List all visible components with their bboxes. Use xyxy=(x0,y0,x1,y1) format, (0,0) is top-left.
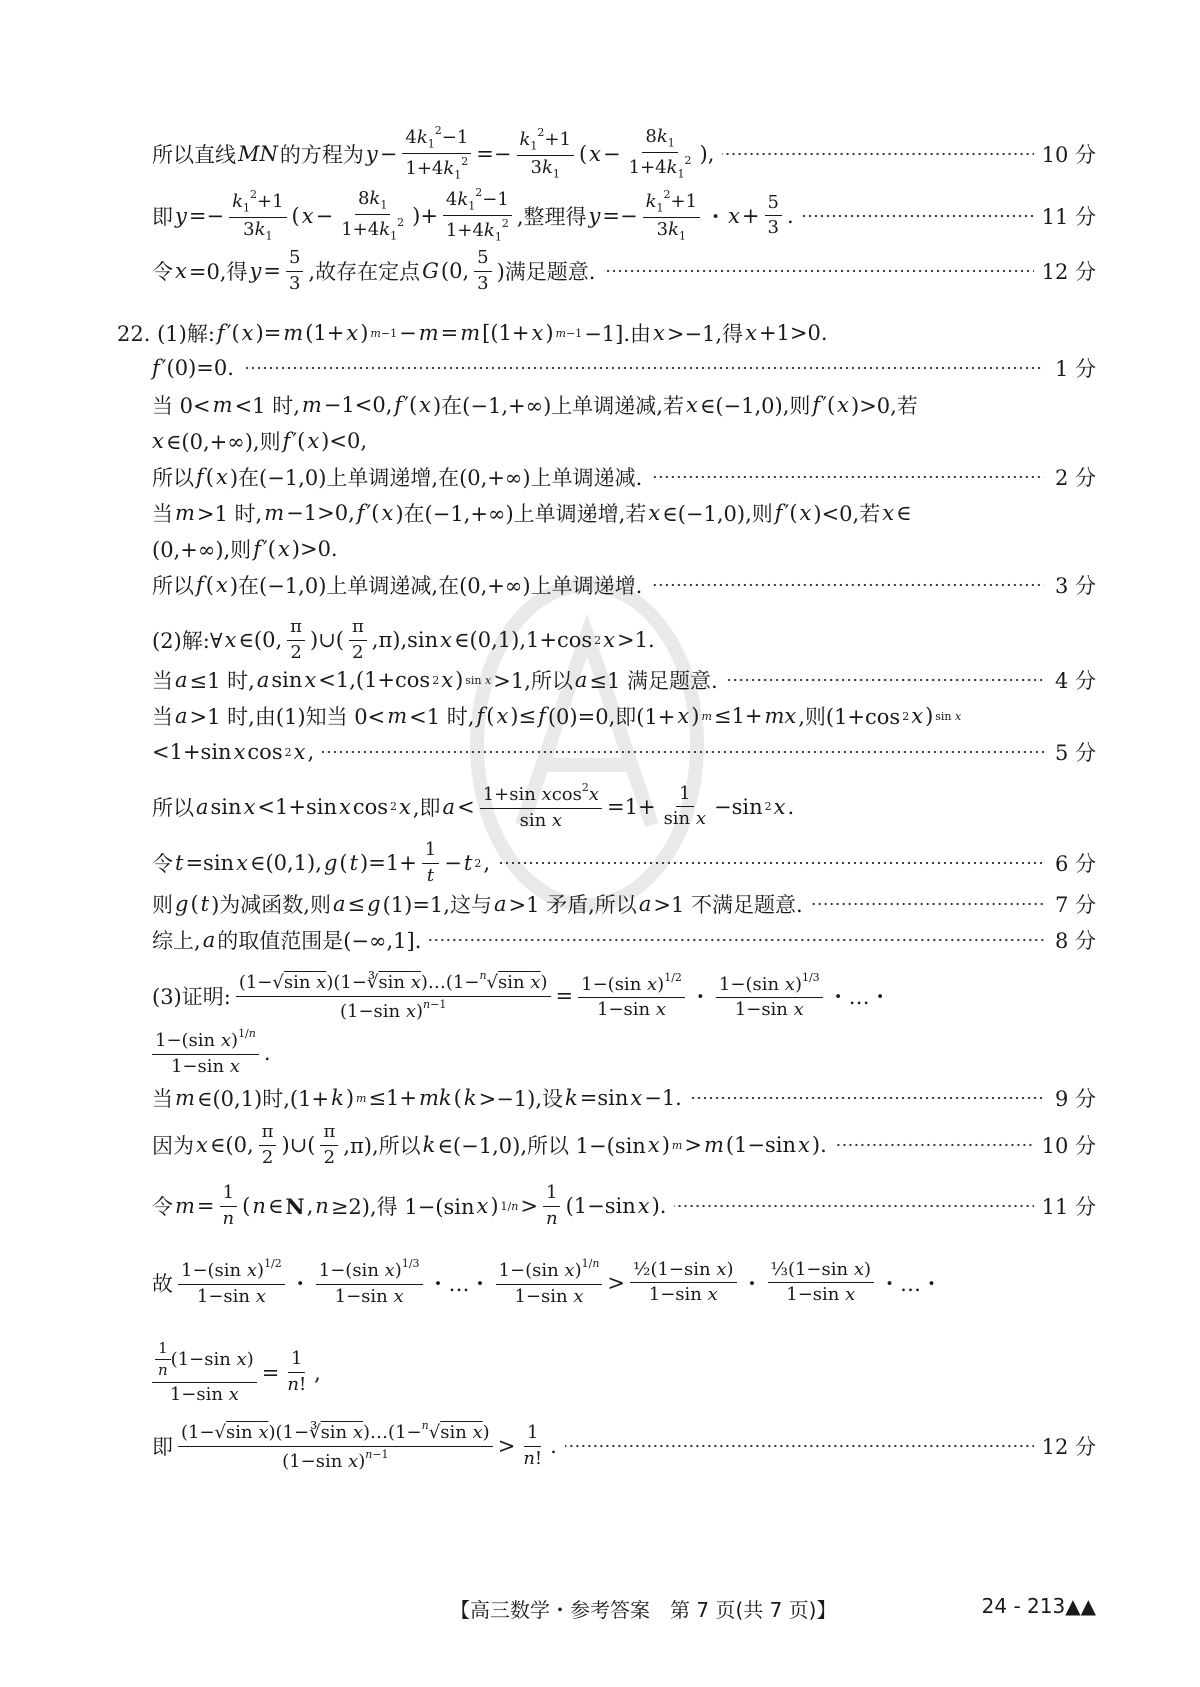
footer-title: 【高三数学・参考答案 第 7 页(共 7 页)】 xyxy=(450,1598,837,1622)
leader-dots xyxy=(726,677,1044,683)
leader-dots xyxy=(674,1203,1033,1209)
solution-line xyxy=(152,534,1096,564)
leader-dots xyxy=(835,1142,1034,1148)
solution-line xyxy=(152,462,1096,492)
solution-line xyxy=(152,1028,1096,1077)
math-expression: 综上, a 的取值范围是(−∞,1]. xyxy=(152,928,422,953)
solution-line xyxy=(152,782,1096,831)
leader-dots xyxy=(565,1443,1034,1449)
math-expression: (3)证明: $\frac{(1-√\sin x)(1-∛\sin x)\dots(1-^n√\sin x)}{(1-\sin x)^{n-1}}$ = $\frac{1-(\sin x)^{1/2}}{\text{1−sin x}}$ ・ $\frac{1-(\sin x)^{1/3}}{\text{1−sin x}}$ ・…・ xyxy=(152,969,891,1022)
score-label: 6 分 xyxy=(1054,852,1096,877)
score-label: 12 分 xyxy=(1041,1435,1096,1460)
solution-line xyxy=(152,390,1096,420)
leader-dots xyxy=(722,151,1033,157)
leader-dots xyxy=(811,901,1044,907)
score-label: 8 分 xyxy=(1054,929,1096,953)
solution-line xyxy=(152,665,1096,695)
leader-dots xyxy=(650,582,1044,588)
solution-line xyxy=(152,617,1096,663)
solution-line xyxy=(152,1083,1096,1113)
math-expression: $\frac{1}{n}$ (1−sin x) 1−sin x = $\frac{1}{n!}$ , xyxy=(152,1340,321,1405)
score-label: 1 分 xyxy=(1054,357,1096,381)
math-expression: $\frac{1-(\sin x)^{1/n}}{\text{1−sin x}}$ . xyxy=(152,1028,271,1077)
math-expression: x ∈(0,+∞),则 f ′( x )<0, xyxy=(152,429,367,454)
solution-line xyxy=(152,1122,1096,1168)
solution-line xyxy=(152,889,1096,919)
score-label: 4 分 xyxy=(1054,669,1096,693)
score-label: 9 分 xyxy=(1054,1087,1096,1111)
math-expression: 令 m = $\frac{1}{n}$ ( n ∈ N , n ≥2),得 1−(sin x ) 1/n > $\frac{1}{n}$ (1−sin x ). xyxy=(152,1182,667,1229)
math-expression: (0,+∞),则 f ′( x )>0. xyxy=(152,537,338,562)
math-expression: 当 m ∈(0,1)时,(1+ k ) m ≤1+ mk ( k >−1),设 k =sin x −1. xyxy=(152,1086,682,1111)
math-expression: 所以直线 MN 的方程为 y − $\frac{4k_1^2-1}{1+4k_1^2}$ =− $\frac{k_1^2+1}{3k_1}$ ( x − $\frac{8k_1}{1+4k_1^2}$ ), xyxy=(152,124,715,182)
footer-code: 24 - 213▲▲ xyxy=(981,1594,1096,1618)
math-expression: 令 t =sin x ∈(0,1), g ( t )=1+ $\frac{1}{t}$ − t 2 , xyxy=(152,839,490,886)
score-label: 12 分 xyxy=(1041,260,1096,285)
score-label: 10 分 xyxy=(1041,142,1096,167)
solution-line xyxy=(152,1420,1096,1472)
leader-dots xyxy=(603,268,1033,274)
math-expression: 令 x =0,得 y = $\frac{5}{3}$ ,故存在定点 G (0, $\frac{5}{3}$ )满足题意. xyxy=(152,247,596,294)
solution-line xyxy=(152,187,1096,244)
solution-line xyxy=(152,353,1096,383)
score-label: 2 分 xyxy=(1054,466,1096,490)
solution-line xyxy=(152,1340,1096,1405)
solution-line xyxy=(117,318,1096,348)
solution-line xyxy=(152,248,1096,294)
leader-dots xyxy=(429,937,1044,943)
math-expression: 故 $\frac{1-(\sin x)^{1/2}}{\text{1−sin x}}$ ・ $\frac{1-(\sin x)^{1/3}}{\text{1−sin x}}$ ・…・ $\frac{1-(\sin x)^{1/n}}{\text{1−sin x}}$ > $\frac{\text{½(1−sin x)}}{\text{1−sin x}}$ ・ $\frac{\text{⅓(1−sin x)}}{\text{1−sin x}}$ ・…・ xyxy=(152,1257,943,1307)
math-expression: 22. (1)解: f ′( x )= m (1+ x ) m−1 − m = m [(1+ x ) m−1 −1].由 x >−1,得 x +1>0. xyxy=(117,321,828,346)
solution-line xyxy=(152,125,1096,182)
solution-line xyxy=(152,925,1096,955)
math-expression: 所以 f ( x )在(−1,0)上单调递增,在(0,+∞)上单调递减. xyxy=(152,465,643,490)
math-expression: 当 a >1 时,由(1)知当 0< m <1 时, f ( x )≤ f (0)=0,即(1+ x ) m ≤1+ mx ,则(1+cos 2 x ) sin x xyxy=(152,704,962,729)
solution-line xyxy=(152,840,1096,886)
score-label: 11 分 xyxy=(1041,1195,1096,1220)
score-label: 5 分 xyxy=(1054,741,1096,765)
score-label: 11 分 xyxy=(1041,204,1096,229)
solution-line xyxy=(152,1258,1096,1307)
math-expression: 则 g ( t )为减函数,则 a ≤ g (1)=1,这与 a >1 矛盾,所以 a >1 不满足题意. xyxy=(152,892,803,917)
solution-line xyxy=(152,498,1096,528)
math-expression: 即 y =− $\frac{k_1^2+1}{3k_1}$ ( x − $\frac{8k_1}{1+4k_1^2}$ )+ $\frac{4k_1^2-1}{1+4k_1^2}$ ,整理得 y =− $\frac{k_1^2+1}{3k_1}$ ・ x + $\frac{5}{3}$ . xyxy=(152,186,794,244)
score-label: 7 分 xyxy=(1054,893,1096,917)
leader-dots xyxy=(802,213,1034,219)
leader-dots xyxy=(690,1095,1044,1101)
math-expression: 所以 a sin x <1+sin x cos 2 x ,即 a < $\frac{1+\sin xcos^2x}{\text{sin x}}$ =1+ $\frac{1}{\text{sin x}}$ −sin 2 x . xyxy=(152,781,795,831)
math-expression: 所以 f ( x )在(−1,0)上单调递减,在(0,+∞)上单调递增. xyxy=(152,573,643,598)
math-expression: 当 0< m <1 时, m −1<0, f ′( x )在(−1,+∞)上单调递减,若 x ∈(−1,0),则 f ′( x )>0,若 xyxy=(152,393,918,418)
math-expression: 当 m >1 时, m −1>0, f ′( x )在(−1,+∞)上单调递增,若 x ∈(−1,0),则 f ′( x )<0,若 x ∈ xyxy=(152,501,912,526)
math-expression: f ′(0)=0. xyxy=(152,356,234,380)
leader-dots xyxy=(242,365,1044,371)
solution-line xyxy=(152,426,1096,456)
leader-dots xyxy=(498,860,1044,866)
solution-line xyxy=(152,970,1096,1022)
page-footer xyxy=(0,1594,1200,1624)
math-expression: <1+sin x cos 2 x , xyxy=(152,740,315,764)
math-expression: 当 a ≤1 时, a sin x <1,(1+cos 2 x ) sin x >1,所以 a ≤1 满足题意. xyxy=(152,668,718,693)
math-expression: 即 $\frac{(1-√\sin x)(1-∛\sin x)\dots(1-^n√\sin x)}{(1-\sin x)^{n-1}}$ > $\frac{1}{n!}$ . xyxy=(152,1419,557,1472)
score-label: 3 分 xyxy=(1054,574,1096,598)
solution-line xyxy=(152,737,1096,767)
solution-line xyxy=(152,1183,1096,1229)
solution-line xyxy=(152,701,1096,731)
math-expression: 因为 x ∈(0, $\frac{\pi}{2}$ )∪( $\frac{\pi}{2}$ ,π),所以 k ∈(−1,0),所以 1−(sin x ) m > m (1−sin x ). xyxy=(152,1121,827,1168)
leader-dots xyxy=(650,474,1044,480)
leader-dots xyxy=(322,749,1044,755)
score-label: 10 分 xyxy=(1041,1134,1096,1159)
solution-line xyxy=(152,570,1096,600)
math-expression: (2)解:∀ x ∈(0, $\frac{\pi}{2}$ )∪( $\frac{\pi}{2}$ ,π),sin x ∈(0,1),1+cos 2 x >1. xyxy=(152,616,655,663)
